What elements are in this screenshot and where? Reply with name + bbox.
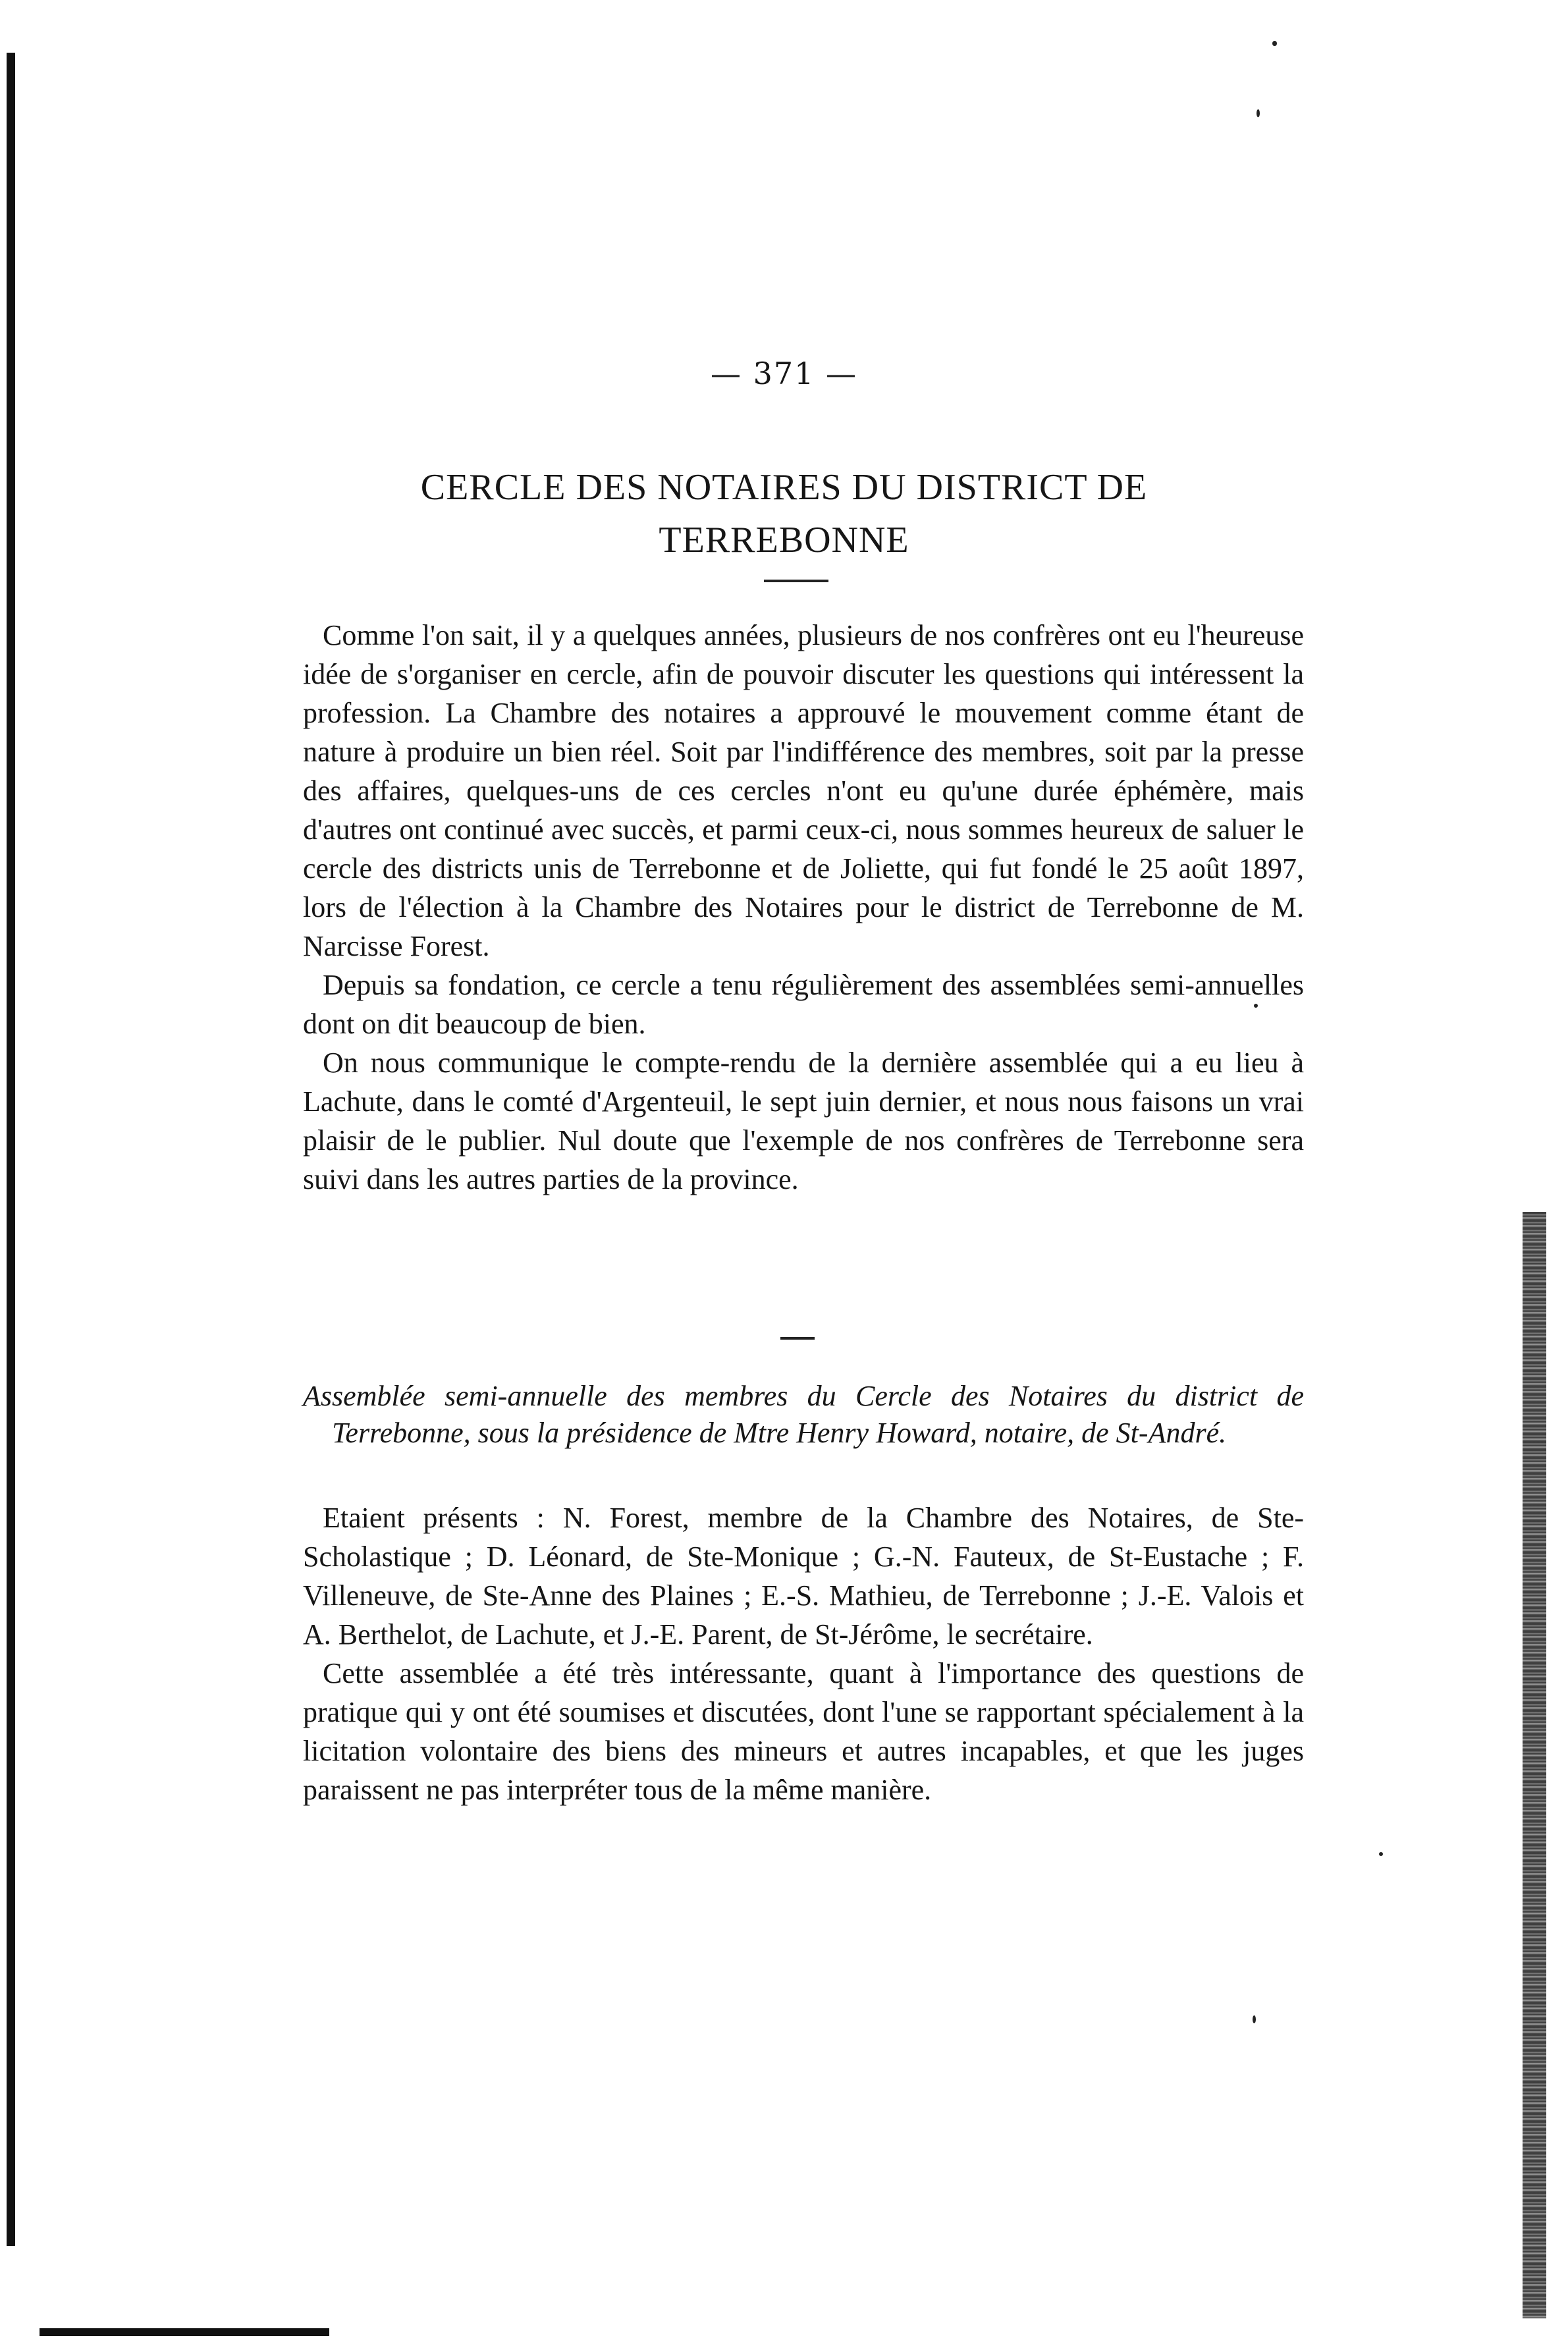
scan-right-edge-noise bbox=[1523, 1212, 1546, 2318]
scan-speck bbox=[1253, 2015, 1256, 2023]
scan-bottom-border bbox=[40, 2328, 329, 2336]
scan-speck bbox=[1257, 109, 1260, 117]
page-title bbox=[0, 461, 1568, 566]
assembly-section bbox=[303, 1498, 1304, 1809]
scan-speck bbox=[1379, 1852, 1383, 1856]
section-divider bbox=[780, 1337, 815, 1340]
assembly-summary-paragraph: Cette assemblée a été très intéressante, quant à l'importance des questions de pratique qui y ont été soumises et discutées, dont l'une se rapportant spécialement à la licitation volontaire des biens des mineurs et autres incapables, et que les juges paraissent ne pas interpréter tous de la même manière. bbox=[303, 1657, 1304, 1806]
intro-paragraph-3: On nous communique le compte-rendu de la dernière assemblée qui a eu lieu à Lachute, dans le comté d'Argenteuil, le sept juin dernier, et nous nous faisons un vrai plaisir de le publier. Nul doute que l'exemple de nos confrères de Terrebonne sera suivi dans les autres parties de la province. bbox=[303, 1047, 1304, 1195]
attendees-paragraph: Etaient présents : N. Forest, membre de la Chambre des Notaires, de Ste-Scholastique ; D. Léonard, de Ste-Monique ; G.-N. Fauteux, de St-Eustache ; F. Villeneuve, de Ste-Anne des Plaines ; E.-S. Mathieu, de Terrebonne ; J.-E. Valois et A. Berthelot, de Lachute, et J.-E. Parent, de St-Jérôme, le secrétaire. bbox=[303, 1502, 1304, 1651]
title-line-1: CERCLE DES NOTAIRES DU DISTRICT DE bbox=[420, 467, 1148, 508]
intro-paragraph-1: Comme l'on sait, il y a quelques années, plusieurs de nos confrères ont eu l'heureuse idée de s'organiser en cercle, afin de pouvoir discuter les questions qui intéressent la profession. La Chambre des notaires a approuvé le mouvement comme étant de nature à produire un bien réel. Soit par l'indifférence des membres, soit par la presse des affaires, quelques-uns de ces cercles n'ont eu qu'une durée éphémère, mais d'autres ont continué avec succès, et parmi ceux-ci, nous sommes heureux de saluer le cercle des districts unis de Terrebonne et de Joliette, qui fut fondé le 25 août 1897, lors de l'élection à la Chambre des Notaires pour le district de Terrebonne de M. Narcisse Forest. bbox=[303, 619, 1304, 962]
intro-paragraph-2: Depuis sa fondation, ce cercle a tenu régulièrement des assemblées semi-annuelles dont on dit beaucoup de bien. bbox=[303, 969, 1304, 1040]
title-divider bbox=[764, 580, 828, 582]
assembly-heading: Assemblée semi-annuelle des membres du Cercle des Notaires du district de Terrebonne, sous la présidence de Mtre Henry Howard, notaire, de St-André. bbox=[303, 1380, 1304, 1449]
scan-speck bbox=[1272, 41, 1277, 46]
title-line-2: TERREBONNE bbox=[659, 520, 909, 560]
intro-section bbox=[303, 616, 1304, 1199]
page-number: — 371 — bbox=[710, 356, 858, 391]
